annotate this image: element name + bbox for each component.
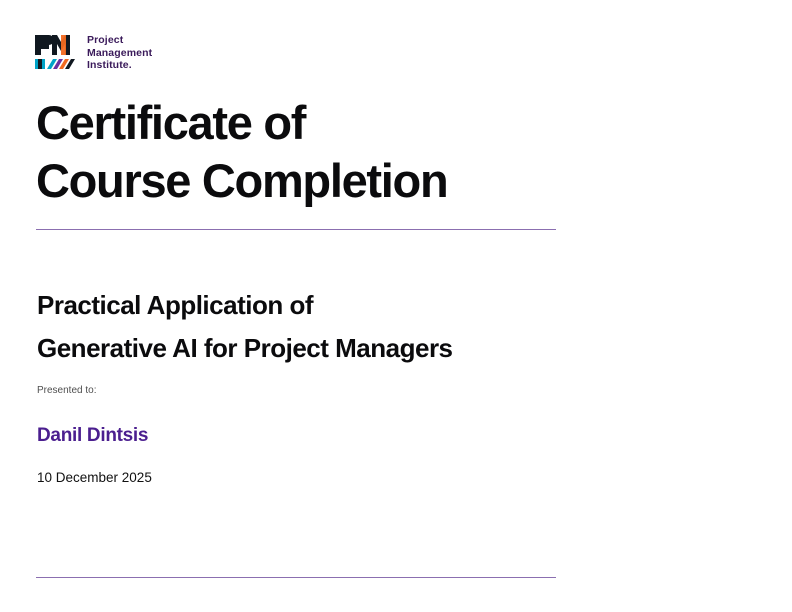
recipient-name: Danil Dintsis	[37, 425, 149, 446]
issue-date: 10 December 2025	[37, 470, 152, 485]
presented-to-label: Presented to:	[37, 385, 97, 396]
pmi-logo	[33, 33, 152, 72]
divider-bottom	[36, 577, 556, 578]
divider-top	[36, 229, 556, 230]
pmi-logo-mark-icon	[33, 33, 79, 71]
certificate-title-line-1: Certificate of	[36, 96, 306, 149]
certificate-title-line-2: Course Completion	[36, 154, 448, 207]
pmi-logo-line-2: Management	[87, 46, 153, 59]
course-title	[37, 284, 737, 370]
pmi-logo-line-1: Project	[87, 34, 124, 46]
course-title-line-2: Generative AI for Project Managers	[37, 333, 453, 363]
pmi-logo-line-3: Institute.	[87, 59, 132, 71]
certificate-title	[36, 94, 736, 210]
course-title-line-1: Practical Application of	[37, 290, 313, 320]
pmi-logo-wordmark	[87, 33, 152, 72]
